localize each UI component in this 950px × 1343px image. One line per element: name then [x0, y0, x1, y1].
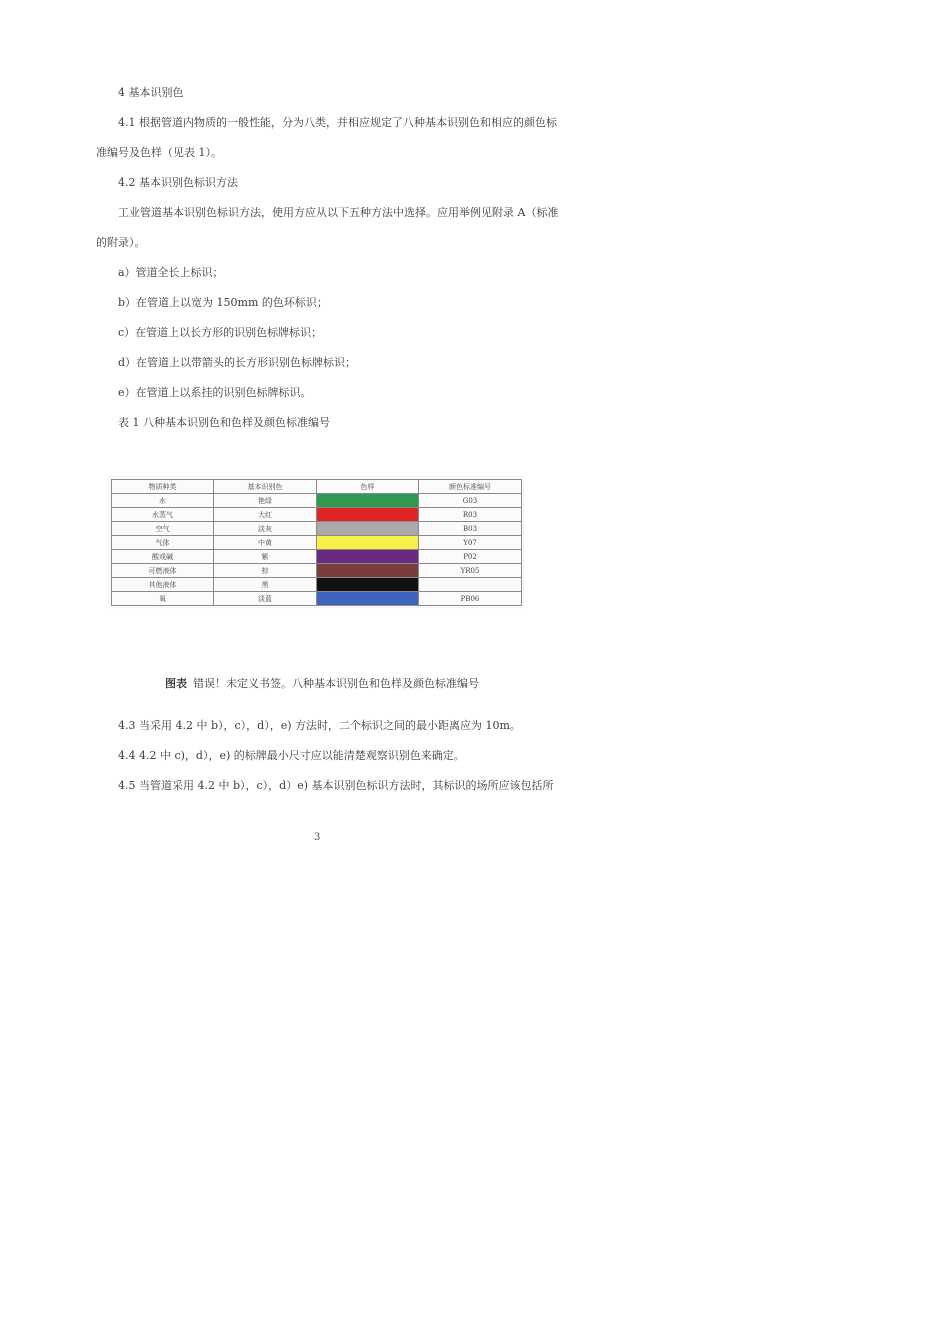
table-title: 表 1 八种基本识别色和色样及颜色标准编号 [118, 416, 330, 429]
table-row [112, 508, 522, 522]
page-number: 3 [314, 832, 321, 843]
table-row [112, 578, 522, 592]
cell-swatch [317, 522, 419, 536]
cell-swatch [317, 508, 419, 522]
table-header-row [112, 480, 522, 494]
color-table-image [109, 477, 523, 607]
cell-substance: 其他液体 [112, 578, 214, 592]
list-item-e: e）在管道上以系挂的识别色标牌标识。 [118, 386, 312, 399]
cell-code: G03 [419, 494, 522, 508]
caption-label: 图表 [165, 677, 187, 690]
cell-swatch [317, 592, 419, 606]
table-row [112, 536, 522, 550]
header-code: 颜色标准编号 [419, 480, 522, 494]
figure-caption [165, 677, 479, 691]
cell-substance: 空气 [112, 522, 214, 536]
cell-color-name: 中黄 [214, 536, 317, 550]
color-swatch [317, 508, 418, 521]
cell-substance: 水蒸气 [112, 508, 214, 522]
cell-code [419, 578, 522, 592]
cell-substance: 氧 [112, 592, 214, 606]
paragraph-4-5: 4.5 当管道采用 4.2 中 b），c），d）e) 基本识别色标识方法时，其标识的场所应该包括所 [118, 779, 554, 792]
cell-swatch [317, 494, 419, 508]
cell-swatch [317, 578, 419, 592]
paragraph-4-1-line2: 准编号及色样（见表 1）。 [96, 146, 222, 159]
color-table [111, 479, 522, 606]
list-item-d: d）在管道上以带箭头的长方形识别色标牌标识； [118, 356, 357, 369]
color-swatch [317, 592, 418, 605]
cell-code: R03 [419, 508, 522, 522]
cell-color-name: 大红 [214, 508, 317, 522]
header-substance: 物质种类 [112, 480, 214, 494]
caption-text: 错误！未定义书签。八种基本识别色和色样及颜色标准编号 [193, 677, 479, 690]
cell-color-name: 淡灰 [214, 522, 317, 536]
cell-substance: 酸或碱 [112, 550, 214, 564]
list-item-c: c）在管道上以长方形的识别色标牌标识； [118, 326, 323, 339]
color-swatch [317, 578, 418, 591]
color-swatch [317, 494, 418, 507]
cell-substance: 气体 [112, 536, 214, 550]
paragraph-4-4: 4.4 4.2 中 c)，d），e) 的标牌最小尺寸应以能清楚观察识别色来确定。 [118, 749, 465, 762]
paragraph-4-1-line1: 4.1 根据管道内物质的一般性能，分为八类，并相应规定了八种基本识别色和相应的颜色标 [118, 116, 557, 129]
cell-code: B03 [419, 522, 522, 536]
color-swatch [317, 550, 418, 563]
list-item-a: a）管道全长上标识； [118, 266, 224, 279]
paragraph-4-2-line1: 工业管道基本识别色标识方法，使用方应从以下五种方法中选择。应用举例见附录 A（标准 [118, 206, 559, 219]
color-swatch [317, 564, 418, 577]
cell-substance: 可燃液体 [112, 564, 214, 578]
paragraph-4-3: 4.3 当采用 4.2 中 b），c），d），e) 方法时，二个标识之间的最小距离应为 10m。 [118, 719, 521, 732]
table-row [112, 494, 522, 508]
cell-color-name: 淡蓝 [214, 592, 317, 606]
color-swatch [317, 522, 418, 535]
paragraph-heading-4: 4 基本识别色 [118, 86, 184, 99]
cell-color-name: 黑 [214, 578, 317, 592]
cell-code: Y07 [419, 536, 522, 550]
table-row [112, 550, 522, 564]
table-row [112, 522, 522, 536]
cell-color-name: 艳绿 [214, 494, 317, 508]
header-color-name: 基本识别色 [214, 480, 317, 494]
paragraph-heading-4-2: 4.2 基本识别色标识方法 [118, 176, 238, 189]
cell-code: YR05 [419, 564, 522, 578]
color-swatch [317, 536, 418, 549]
cell-color-name: 紫 [214, 550, 317, 564]
cell-code: P02 [419, 550, 522, 564]
paragraph-4-2-line2: 的附录）。 [96, 236, 146, 249]
cell-swatch [317, 564, 419, 578]
table-row [112, 564, 522, 578]
cell-code: PB06 [419, 592, 522, 606]
table-row [112, 592, 522, 606]
cell-swatch [317, 536, 419, 550]
cell-swatch [317, 550, 419, 564]
cell-color-name: 棕 [214, 564, 317, 578]
cell-substance: 水 [112, 494, 214, 508]
list-item-b: b）在管道上以宽为 150mm 的色环标识； [118, 296, 328, 309]
header-swatch: 色样 [317, 480, 419, 494]
